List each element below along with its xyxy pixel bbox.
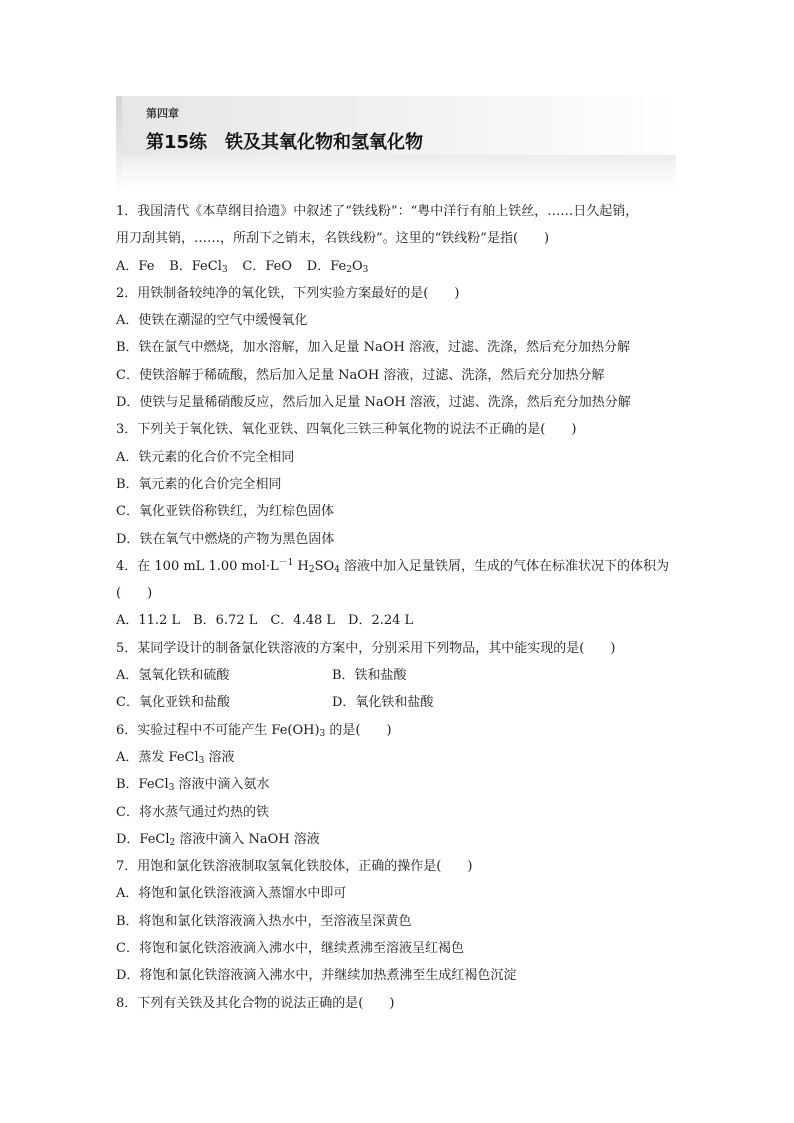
q3-option-a: A．铁元素的化合价不完全相同 [116, 449, 295, 465]
q1-option-c: C．FeO [242, 258, 292, 274]
q1-option-a: A．Fe [116, 258, 155, 274]
q5-option-c: C．氧化亚铁和盐酸 [116, 695, 230, 711]
q8-stem: 8．下列有关铁及其化合物的说法正确的是( ) [116, 995, 395, 1011]
q1-option-d: D．$Fe_2O_3$ [306, 258, 369, 275]
header-fade [122, 155, 676, 192]
q4-options: A．11.2 L B．6.72 L C．4.48 L D．2.24 L [116, 613, 414, 629]
q2-option-b: B．铁在氯气中燃烧，加水溶解，加入足量 NaOH 溶液，过滤、洗涤，然后充分加热分解 [116, 340, 630, 356]
q1-options [116, 253, 680, 280]
q6-stem: 6．实验过程中不可能产生 $Fe(OH)_3$ 的是( ) [116, 722, 392, 739]
q7-stem: 7．用饱和氯化铁溶液制取氢氧化铁胶体，正确的操作是( ) [116, 859, 473, 875]
q3-option-c: C．氧化亚铁俗称铁红，为红棕色固体 [116, 504, 334, 520]
q1-stem-line2: 用刀刮其销，……，所刮下之销末，名铁线粉”。这里的“铁线粉”是指( ) [116, 231, 550, 247]
q1-option-b: B．FeCl$_3$ [169, 258, 228, 275]
q5-option-d: D．氧化铁和盐酸 [332, 695, 434, 711]
q3-stem: 3．下列关于氧化铁、氧化亚铁、四氧化三铁三种氧化物的说法不正确的是( ) [116, 422, 577, 438]
q6-option-d: D．FeCl$_2$ 溶液中滴入 NaOH 溶液 [116, 831, 320, 848]
q2-option-a: A．使铁在潮湿的空气中缓慢氧化 [116, 313, 308, 329]
q7-option-c: C．将饱和氯化铁溶液滴入沸水中，继续煮沸至溶液呈红褐色 [116, 941, 464, 957]
q3-option-b: B．氧元素的化合价完全相同 [116, 476, 282, 492]
q5-options-row1 [116, 662, 680, 689]
q7-option-d: D．将饱和氯化铁溶液滴入沸水中，并继续加热煮沸至生成红褐色沉淀 [116, 968, 517, 984]
q7-option-a: A．将饱和氯化铁溶液滴入蒸馏水中即可 [116, 886, 347, 902]
q2-option-d: D．使铁与足量稀硝酸反应，然后加入足量 NaOH 溶液，过滤、洗涤，然后充分加热分解 [116, 395, 631, 411]
q5-options-row2 [116, 689, 680, 716]
header-accent-bar [116, 96, 122, 192]
q6-option-c: C．将水蒸气通过灼热的铁 [116, 804, 269, 820]
question-list [116, 198, 680, 1017]
q6-option-a: A．蒸发 FeCl$_3$ 溶液 [116, 749, 235, 766]
q4-stem-line2: ( ) [116, 586, 153, 602]
q1-stem-line1: 1．我国清代《本草纲目拾遗》中叙述了“铁线粉”：“粤中洋行有舶上铁丝，……日久起销， [116, 204, 639, 219]
q5-option-a: A．氢氧化铁和硫酸 [116, 668, 230, 684]
q3-option-d: D．铁在氧气中燃烧的产物为黑色固体 [116, 531, 335, 547]
chapter-header [116, 96, 676, 192]
q5-stem: 5．某同学设计的制备氯化铁溶液的方案中，分别采用下列物品，其中能实现的是( ) [116, 640, 616, 656]
q4-stem: 4．在 100 mL 1.00 $mol\cdot L^{-1}$ $H_2SO_4$ 溶液中加入足量铁屑，生成的气体在标准状况下的体积为 [116, 557, 670, 575]
q2-stem: 2．用铁制备较纯净的氧化铁，下列实验方案最好的是( ) [116, 285, 460, 301]
page-title: 第15练 铁及其氧化物和氢氧化物 [146, 132, 424, 153]
q5-option-b: B．铁和盐酸 [332, 668, 407, 684]
q2-option-c: C．使铁溶解于稀硫酸，然后加入足量 NaOH 溶液，过滤、洗涤，然后充分加热分解 [116, 367, 605, 383]
chapter-label: 第四章 [146, 107, 179, 120]
q6-option-b: B．FeCl$_3$ 溶液中滴入氨水 [116, 777, 270, 794]
q7-option-b: B．将饱和氯化铁溶液滴入热水中，至溶液呈深黄色 [116, 913, 412, 929]
